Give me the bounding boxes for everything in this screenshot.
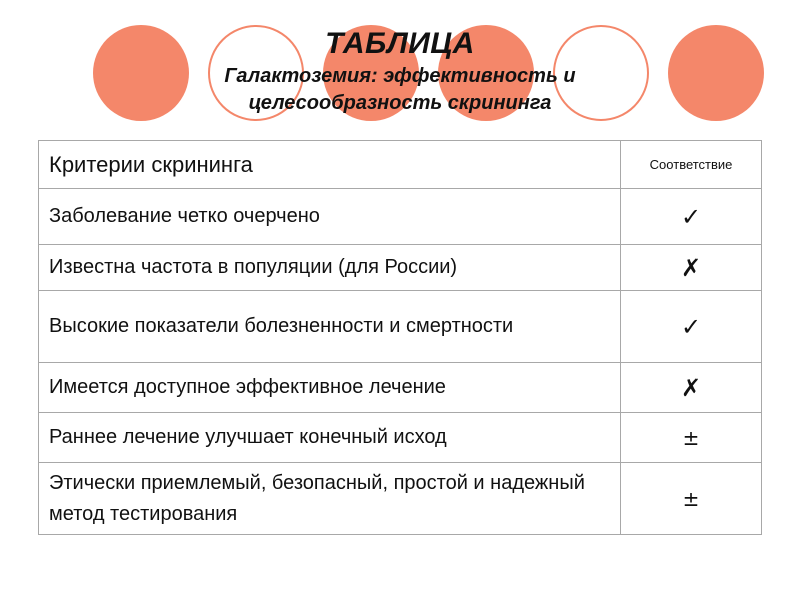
criterion-cell: Этически приемлемый, безопасный, простой и надежный метод тестирования	[39, 463, 621, 535]
cross-mark-icon: ✗	[621, 363, 762, 413]
slide-title: ТАБЛИЦА	[325, 27, 475, 60]
header-criteria: Критерии скрининга	[39, 141, 621, 189]
plus-minus-icon: ±	[621, 463, 762, 535]
check-mark-icon: ✓	[621, 189, 762, 245]
check-mark-icon: ✓	[621, 291, 762, 363]
criterion-cell: Высокие показатели болезненности и смертности	[39, 291, 621, 363]
table-header-row	[39, 141, 762, 189]
table-row	[39, 363, 762, 413]
criterion-cell: Имеется доступное эффективное лечение	[39, 363, 621, 413]
table-row	[39, 291, 762, 363]
slide-subtitle-line-2: целесообразность скрининга	[248, 92, 552, 114]
plus-minus-icon: ±	[621, 413, 762, 463]
table-row	[39, 463, 762, 535]
table-row	[39, 245, 762, 291]
table-row	[39, 189, 762, 245]
criterion-cell: Известна частота в популяции (для России)	[39, 245, 621, 291]
header-match: Соответствие	[621, 141, 762, 189]
criterion-cell: Раннее лечение улучшает конечный исход	[39, 413, 621, 463]
table-row	[39, 413, 762, 463]
slide-subtitle-line-1: Галактоземия: эффективность и	[224, 65, 576, 87]
cross-mark-icon: ✗	[621, 245, 762, 291]
decor-circle-6	[668, 25, 764, 121]
screening-criteria-table	[38, 140, 762, 535]
title-block	[150, 26, 650, 116]
criterion-cell: Заболевание четко очерчено	[39, 189, 621, 245]
